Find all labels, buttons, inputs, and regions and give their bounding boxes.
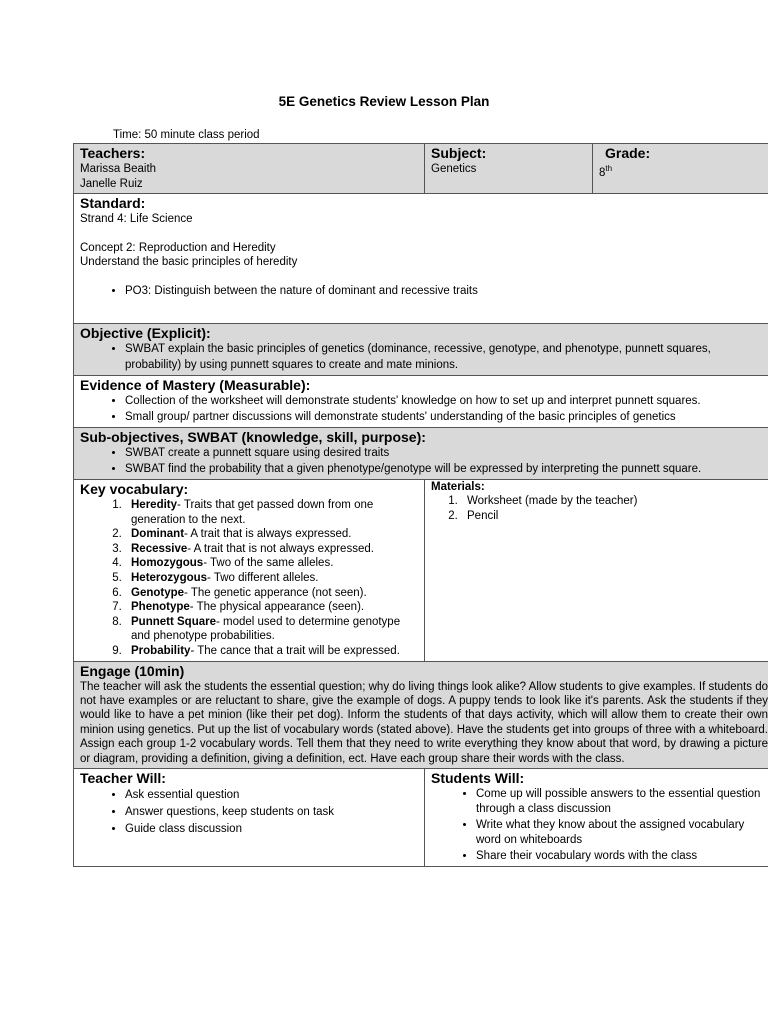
list-item: • Ask essential question [125,787,418,804]
subject-value: Genetics [431,163,477,175]
vocabulary-cell [74,480,425,662]
materials-cell [425,480,768,662]
vocabulary-label: Key vocabulary: [80,481,189,497]
class-time: Time: 50 minute class period [113,129,260,141]
list-item: • SWBAT explain the basic principles of genetics (dominance, recessive, genotype, and phenotype, punnett squares, probability) by using punnett squares to create and mate minions. [125,342,768,373]
vocabulary-item: 5. Heterozygous- Two different alleles. [125,571,418,586]
engage-label: Engage (10min) [80,662,185,679]
objective-label: Objective (Explicit): [80,325,211,341]
vocabulary-item: 7. Phenotype- The physical appearance (seen). [125,600,418,615]
vocabulary-list [80,498,418,659]
subobjectives-list [80,446,768,477]
objective-cell [74,324,768,376]
list-item: • Share their vocabulary words with the class [476,849,768,865]
list-item: • Write what they know about the assigned vocabulary word on whiteboards [476,818,768,849]
teachers-cell [74,144,425,194]
teacher-will-label: Teacher Will: [80,769,166,786]
students-will-label: Students Will: [431,769,525,786]
grade-suffix: th [605,164,613,173]
subject-label: Subject: [431,145,487,161]
teacher-name: Janelle Ruiz [80,177,143,190]
vocabulary-item: 2. Dominant- A trait that is always expressed. [125,527,418,542]
evidence-list [80,394,768,425]
list-item: • Small group/ partner discussions will demonstrate students' understanding of the basic principles of genetics [125,410,768,426]
list-item: 2. Pencil [461,509,768,524]
vocabulary-item: 8. Punnett Square- model used to determine genotype and phenotype probabilities. [125,615,418,644]
standard-label: Standard: [80,195,146,211]
roles-row [74,768,768,867]
list-item: • SWBAT find the probability that a given phenotype/genotype will be expressed by interpreting the punnett square. [125,462,768,478]
list-item: 1. Worksheet (made by the teacher) [461,494,768,509]
vocabulary-item: 3. Recessive- A trait that is not always expressed. [125,542,418,557]
engage-cell [74,661,768,768]
subobjectives-row [74,428,768,480]
teachers-label: Teachers: [80,145,146,161]
teacher-will-list [80,787,418,838]
engage-text: The teacher will ask the students the essential question; why do living things look alike? Allow students to give examples. If students do not have examples or are reluctant to share, give the example of dogs. A puppy tends to look like it's parents. Ask the students if they would like to have a pet minion (like their pet dog). Inform the students of that days activity, which will allow them to create their own minion using genetics. Put up the list of vocabulary words (stated above). Have the students get into groups of three with a whiteboard. Assign each group 1-2 vocabulary words. Tell them that they need to write everything they know about that word, by drawing a picture or diagram, providing a definition, giving a definition, ect. Have each group share their words with the class. [80,680,768,765]
standard-concept: Concept 2: Reproduction and Heredity [80,241,276,254]
list-item: • Answer questions, keep students on task [125,804,418,821]
standard-list [80,284,768,300]
standard-row [74,194,768,324]
header-row [74,144,768,194]
standard-understand: Understand the basic principles of heredity [80,256,298,268]
evidence-cell [74,376,768,428]
lesson-plan-table [73,143,768,867]
list-item: • Guide class discussion [125,821,418,838]
list-item: • Collection of the worksheet will demonstrate students' knowledge on how to set up and interpret punnett squares. [125,394,768,410]
subobjectives-label: Sub-objectives, SWBAT (knowledge, skill, purpose): [80,429,426,445]
grade-label: Grade: [605,145,651,161]
standard-cell [74,194,768,324]
vocabulary-row [74,480,768,662]
list-item: • PO3: Distinguish between the nature of dominant and recessive traits [125,284,768,300]
grade-value [599,162,768,180]
objective-row [74,324,768,376]
teacher-will-cell [74,768,425,867]
grade-number: 8 [599,166,606,179]
standard-strand: Strand 4: Life Science [80,213,193,225]
grade-cell [593,144,768,194]
vocabulary-item: 4. Homozygous- Two of the same alleles. [125,556,418,571]
list-item: • SWBAT create a punnett square using desired traits [125,446,768,462]
evidence-label: Evidence of Mastery (Measurable): [80,377,311,393]
vocabulary-item: 9. Probability- The cance that a trait will be expressed. [125,644,418,659]
page-title: 5E Genetics Review Lesson Plan [278,94,490,109]
list-item: • Come up will possible answers to the essential question through a class discussion [476,787,768,818]
subject-cell [425,144,593,194]
materials-list [431,494,768,523]
teacher-name: Marissa Beaith [80,163,157,175]
engage-row [74,661,768,768]
subobjectives-cell [74,428,768,480]
students-will-cell [425,768,768,867]
vocabulary-item: 6. Genotype- The genetic apperance (not seen). [125,586,418,601]
vocabulary-item: 1. Heredity- Traits that get passed down from one generation to the next. [125,498,418,527]
materials-label: Materials: [431,481,485,493]
evidence-row [74,376,768,428]
objective-list [80,342,768,373]
students-will-list [431,787,768,865]
